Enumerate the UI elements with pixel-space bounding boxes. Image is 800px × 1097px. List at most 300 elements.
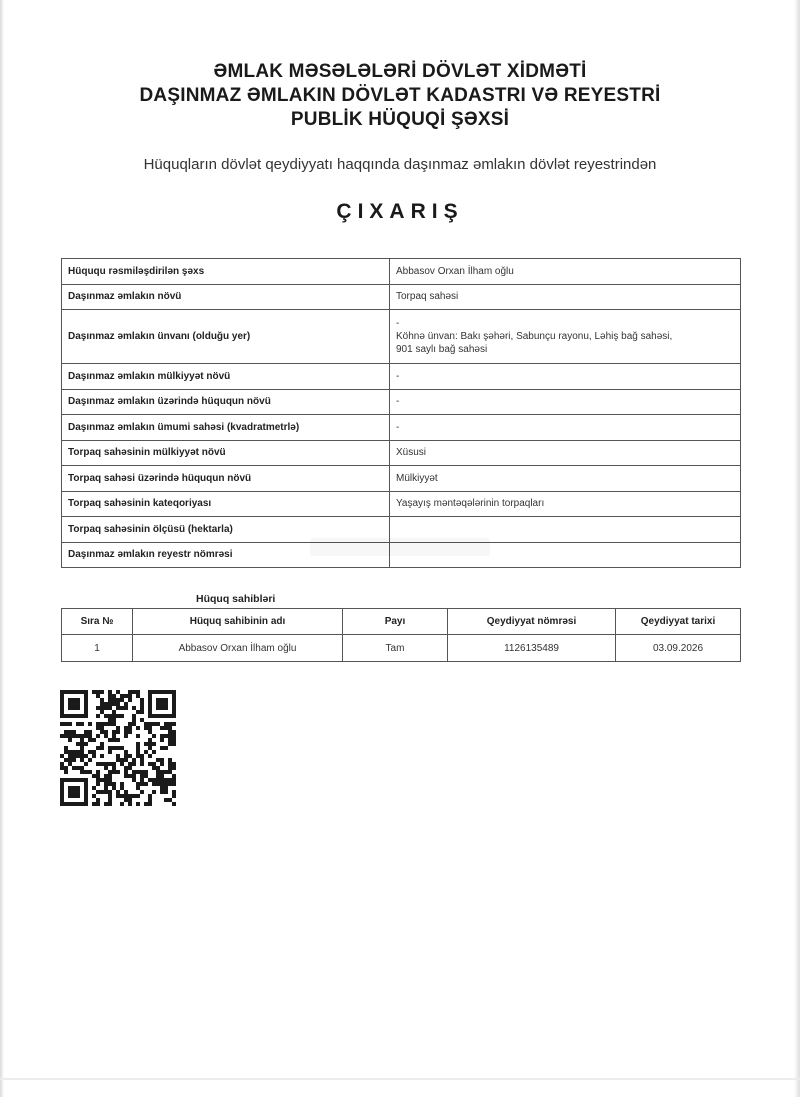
qr-module	[100, 746, 104, 750]
qr-module	[136, 690, 140, 694]
qr-module	[96, 762, 100, 766]
qr-module	[152, 762, 156, 766]
qr-module	[108, 782, 112, 786]
qr-module	[140, 782, 144, 786]
qr-module	[148, 706, 152, 710]
qr-module	[96, 746, 100, 750]
qr-module	[92, 738, 96, 742]
qr-module	[108, 750, 112, 754]
qr-module	[124, 798, 128, 802]
qr-module	[168, 726, 172, 730]
qr-module	[172, 694, 176, 698]
qr-module	[164, 770, 168, 774]
qr-module	[112, 730, 116, 734]
qr-module	[92, 802, 96, 806]
qr-module	[160, 762, 164, 766]
qr-module	[140, 774, 144, 778]
qr-module	[108, 702, 112, 706]
qr-module	[112, 770, 116, 774]
qr-module	[160, 690, 164, 694]
qr-module	[96, 790, 100, 794]
qr-module	[124, 734, 128, 738]
qr-module	[120, 802, 124, 806]
qr-module	[136, 770, 140, 774]
qr-module	[108, 798, 112, 802]
qr-module	[148, 726, 152, 730]
qr-module	[172, 690, 176, 694]
qr-module	[148, 694, 152, 698]
qr-module	[76, 734, 80, 738]
qr-module	[148, 794, 152, 798]
qr-module	[124, 694, 128, 698]
qr-module	[124, 794, 128, 798]
qr-module	[132, 794, 136, 798]
qr-module	[116, 790, 120, 794]
qr-module	[72, 698, 76, 702]
qr-module	[68, 738, 72, 742]
qr-module	[148, 710, 152, 714]
qr-module	[168, 738, 172, 742]
qr-module	[100, 702, 104, 706]
qr-module	[100, 762, 104, 766]
qr-module	[172, 766, 176, 770]
qr-module	[164, 778, 168, 782]
qr-module	[172, 790, 176, 794]
qr-module	[160, 774, 164, 778]
row-label: Torpaq sahəsinin ölçüsü (hektarla)	[62, 517, 390, 543]
qr-module	[160, 746, 164, 750]
qr-module	[96, 774, 100, 778]
qr-module	[120, 694, 124, 698]
qr-module	[80, 754, 84, 758]
cell-owner-name: Abbasov Orxan İlham oğlu	[133, 635, 343, 662]
qr-module	[152, 782, 156, 786]
qr-module	[92, 786, 96, 790]
qr-module	[84, 798, 88, 802]
qr-module	[100, 778, 104, 782]
qr-module	[112, 786, 116, 790]
qr-module	[76, 786, 80, 790]
qr-code-icon	[60, 690, 176, 806]
qr-module	[84, 706, 88, 710]
qr-module	[168, 778, 172, 782]
qr-module	[96, 778, 100, 782]
qr-module	[136, 782, 140, 786]
property-info-table	[61, 258, 741, 568]
qr-module	[172, 762, 176, 766]
qr-module	[108, 698, 112, 702]
qr-module	[72, 730, 76, 734]
qr-module	[108, 714, 112, 718]
cell-registration-number: 1126135489	[448, 635, 616, 662]
qr-module	[108, 690, 112, 694]
table-row	[62, 310, 741, 364]
qr-module	[68, 794, 72, 798]
qr-module	[112, 714, 116, 718]
qr-module	[72, 690, 76, 694]
qr-module	[104, 786, 108, 790]
qr-module	[132, 690, 136, 694]
qr-module	[156, 698, 160, 702]
qr-module	[76, 802, 80, 806]
qr-module	[68, 722, 72, 726]
qr-module	[64, 766, 68, 770]
qr-module	[120, 782, 124, 786]
qr-module	[132, 714, 136, 718]
qr-module	[108, 718, 112, 722]
qr-module	[80, 734, 84, 738]
qr-module	[96, 722, 100, 726]
qr-module	[60, 778, 64, 782]
qr-module	[164, 698, 168, 702]
qr-module	[68, 778, 72, 782]
qr-module	[72, 790, 76, 794]
qr-module	[148, 802, 152, 806]
qr-module	[168, 782, 172, 786]
qr-module	[92, 750, 96, 754]
qr-module	[80, 770, 84, 774]
row-value: Abbasov Orxan İlham oğlu	[390, 259, 741, 285]
qr-module	[168, 722, 172, 726]
qr-module	[156, 766, 160, 770]
qr-module	[136, 734, 140, 738]
qr-module	[84, 782, 88, 786]
address-line-1: -	[396, 318, 400, 329]
qr-module	[76, 714, 80, 718]
qr-module	[140, 698, 144, 702]
qr-module	[128, 802, 132, 806]
qr-module	[140, 710, 144, 714]
qr-module	[104, 778, 108, 782]
page-bottom-shadow	[0, 1078, 800, 1080]
qr-module	[104, 706, 108, 710]
qr-module	[136, 786, 140, 790]
qr-module	[92, 690, 96, 694]
qr-module	[76, 778, 80, 782]
qr-module	[104, 762, 108, 766]
qr-module	[164, 786, 168, 790]
cell-registration-date: 03.09.2026	[616, 635, 741, 662]
qr-module	[84, 714, 88, 718]
qr-module	[96, 690, 100, 694]
cell-share: Tam	[343, 635, 448, 662]
qr-module	[84, 770, 88, 774]
qr-module	[88, 770, 92, 774]
qr-module	[104, 802, 108, 806]
qr-module	[172, 710, 176, 714]
qr-module	[100, 790, 104, 794]
qr-module	[112, 698, 116, 702]
qr-module	[140, 718, 144, 722]
qr-module	[148, 798, 152, 802]
qr-module	[128, 694, 132, 698]
qr-module	[100, 754, 104, 758]
qr-module	[152, 742, 156, 746]
qr-module	[108, 746, 112, 750]
qr-module	[88, 734, 92, 738]
qr-module	[96, 714, 100, 718]
qr-module	[164, 782, 168, 786]
faint-watermark	[310, 538, 490, 556]
qr-module	[148, 762, 152, 766]
qr-module	[60, 794, 64, 798]
qr-module	[80, 746, 84, 750]
qr-module	[72, 766, 76, 770]
qr-module	[168, 742, 172, 746]
qr-module	[84, 754, 88, 758]
qr-module	[152, 734, 156, 738]
qr-module	[96, 802, 100, 806]
qr-module	[68, 790, 72, 794]
qr-module	[172, 774, 176, 778]
qr-module	[112, 734, 116, 738]
qr-module	[100, 730, 104, 734]
row-label: Daşınmaz əmlakın mülkiyyət növü	[62, 364, 390, 390]
qr-module	[84, 778, 88, 782]
table-row	[62, 440, 741, 466]
qr-module	[168, 762, 172, 766]
qr-module	[100, 722, 104, 726]
qr-module	[112, 710, 116, 714]
qr-module	[128, 722, 132, 726]
qr-module	[72, 734, 76, 738]
header-line-3: PUBLİK HÜQUQİ ŞƏXSİ	[290, 109, 510, 130]
qr-module	[132, 706, 136, 710]
qr-module	[160, 706, 164, 710]
qr-module	[64, 770, 68, 774]
qr-module	[160, 698, 164, 702]
qr-module	[80, 714, 84, 718]
qr-module	[104, 766, 108, 770]
qr-module	[68, 754, 72, 758]
row-value: Xüsusi	[390, 440, 741, 466]
row-label: Daşınmaz əmlakın ümumi sahəsi (kvadratmetrlə)	[62, 415, 390, 441]
qr-module	[140, 770, 144, 774]
qr-module	[132, 762, 136, 766]
qr-module	[136, 754, 140, 758]
qr-module	[164, 734, 168, 738]
qr-module	[116, 794, 120, 798]
qr-module	[140, 790, 144, 794]
qr-module	[68, 762, 72, 766]
header-line-2: DAŞINMAZ ƏMLAKIN DÖVLƏT KADASTRI VƏ REYESTRİ	[139, 85, 661, 106]
qr-module	[140, 706, 144, 710]
qr-module	[140, 702, 144, 706]
qr-module	[92, 754, 96, 758]
qr-module	[124, 770, 128, 774]
qr-module	[128, 698, 132, 702]
qr-module	[60, 702, 64, 706]
qr-module	[148, 738, 152, 742]
qr-module	[112, 694, 116, 698]
qr-module	[120, 746, 124, 750]
qr-module	[100, 726, 104, 730]
column-header: Qeydiyyat tarixi	[616, 609, 741, 635]
qr-module	[164, 798, 168, 802]
qr-module	[64, 690, 68, 694]
table-row	[62, 415, 741, 441]
table-row	[62, 389, 741, 415]
qr-module	[168, 758, 172, 762]
qr-module	[160, 702, 164, 706]
qr-module	[136, 802, 140, 806]
qr-module	[60, 710, 64, 714]
qr-module	[84, 762, 88, 766]
qr-module	[152, 766, 156, 770]
qr-module	[172, 734, 176, 738]
qr-module	[60, 698, 64, 702]
column-header: Sıra №	[62, 609, 133, 635]
qr-module	[84, 690, 88, 694]
qr-module	[108, 774, 112, 778]
qr-module	[84, 742, 88, 746]
qr-module	[76, 766, 80, 770]
qr-module	[68, 750, 72, 754]
qr-module	[128, 762, 132, 766]
qr-module	[108, 802, 112, 806]
qr-module	[164, 690, 168, 694]
qr-module	[60, 734, 64, 738]
qr-module	[124, 774, 128, 778]
qr-module	[160, 790, 164, 794]
row-value: -	[390, 389, 741, 415]
row-label: Hüququ rəsmiləşdirilən şəxs	[62, 259, 390, 285]
qr-module	[76, 750, 80, 754]
qr-module	[144, 742, 148, 746]
qr-module	[116, 690, 120, 694]
qr-module	[76, 706, 80, 710]
qr-module	[120, 706, 124, 710]
qr-module	[104, 790, 108, 794]
qr-module	[112, 746, 116, 750]
qr-module	[80, 766, 84, 770]
qr-module	[100, 710, 104, 714]
qr-module	[152, 750, 156, 754]
qr-module	[112, 762, 116, 766]
qr-module	[100, 698, 104, 702]
qr-module	[124, 766, 128, 770]
qr-module	[144, 774, 148, 778]
qr-module	[120, 758, 124, 762]
table-row	[62, 259, 741, 285]
qr-module	[120, 794, 124, 798]
qr-module	[96, 770, 100, 774]
qr-module	[160, 786, 164, 790]
qr-module	[156, 770, 160, 774]
row-label: Daşınmaz əmlakın reyestr nömrəsi	[62, 542, 390, 568]
qr-module	[124, 706, 128, 710]
header-line-1: ƏMLAK MƏSƏLƏLƏRİ DÖVLƏT XİDMƏTİ	[213, 61, 587, 82]
qr-module	[116, 738, 120, 742]
qr-module	[136, 726, 140, 730]
qr-module	[76, 794, 80, 798]
qr-module	[156, 722, 160, 726]
qr-module	[108, 790, 112, 794]
row-value: -	[390, 415, 741, 441]
qr-module	[128, 730, 132, 734]
qr-module	[132, 774, 136, 778]
column-header: Payı	[343, 609, 448, 635]
qr-module	[104, 714, 108, 718]
qr-module	[156, 702, 160, 706]
qr-module	[108, 706, 112, 710]
cell-index: 1	[62, 635, 133, 662]
qr-module	[60, 706, 64, 710]
qr-module	[164, 714, 168, 718]
qr-module	[104, 782, 108, 786]
row-value	[390, 310, 741, 364]
qr-module	[100, 742, 104, 746]
row-label: Daşınmaz əmlakın üzərində hüququn növü	[62, 389, 390, 415]
qr-module	[60, 722, 64, 726]
qr-module	[112, 766, 116, 770]
qr-module	[144, 782, 148, 786]
qr-module	[80, 738, 84, 742]
qr-module	[68, 802, 72, 806]
qr-module	[96, 782, 100, 786]
qr-module	[160, 778, 164, 782]
qr-module	[164, 746, 168, 750]
qr-module	[84, 734, 88, 738]
qr-module	[148, 730, 152, 734]
qr-module	[144, 722, 148, 726]
qr-module	[164, 790, 168, 794]
qr-module	[160, 782, 164, 786]
qr-module	[156, 758, 160, 762]
qr-module	[152, 690, 156, 694]
qr-module	[72, 750, 76, 754]
qr-module	[124, 726, 128, 730]
qr-module	[88, 730, 92, 734]
qr-module	[132, 758, 136, 762]
row-label: Torpaq sahəsi üzərində hüququn növü	[62, 466, 390, 492]
document-title: ÇIXARIŞ	[336, 200, 464, 223]
qr-module	[84, 694, 88, 698]
qr-module	[72, 794, 76, 798]
qr-module	[160, 726, 164, 730]
qr-module	[132, 778, 136, 782]
qr-module	[128, 754, 132, 758]
qr-module	[168, 690, 172, 694]
qr-module	[92, 794, 96, 798]
qr-module	[156, 778, 160, 782]
qr-module	[116, 702, 120, 706]
qr-module	[104, 702, 108, 706]
qr-module	[104, 734, 108, 738]
qr-module	[160, 734, 164, 738]
qr-module	[132, 722, 136, 726]
qr-module	[76, 742, 80, 746]
qr-module	[172, 722, 176, 726]
qr-module	[172, 706, 176, 710]
qr-module	[124, 758, 128, 762]
qr-module	[148, 702, 152, 706]
qr-module	[64, 778, 68, 782]
qr-module	[96, 726, 100, 730]
qr-module	[76, 722, 80, 726]
qr-module	[80, 758, 84, 762]
qr-module	[64, 802, 68, 806]
qr-module	[84, 710, 88, 714]
qr-module	[128, 774, 132, 778]
qr-module	[160, 738, 164, 742]
qr-module	[168, 730, 172, 734]
qr-module	[136, 710, 140, 714]
qr-module	[144, 770, 148, 774]
qr-module	[116, 714, 120, 718]
column-header: Hüquq sahibinin adı	[133, 609, 343, 635]
qr-module	[116, 746, 120, 750]
